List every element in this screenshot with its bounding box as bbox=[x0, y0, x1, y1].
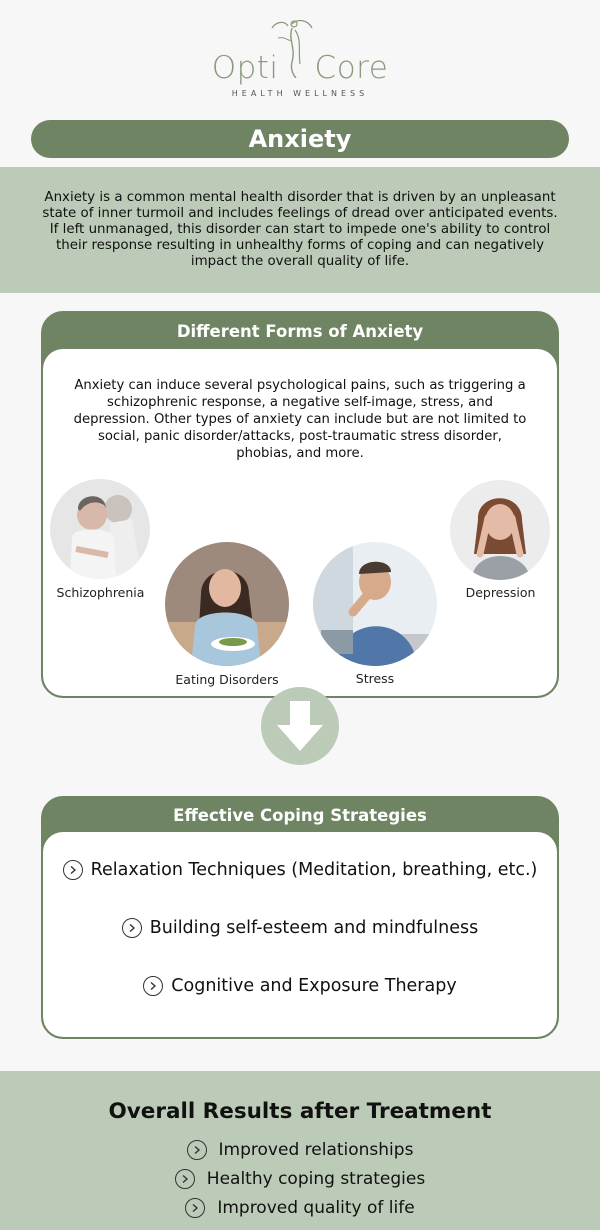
forms-card bbox=[41, 311, 559, 698]
eating-disorders-label: Eating Disorders bbox=[175, 672, 279, 687]
schizophrenia-label: Schizophrenia bbox=[56, 585, 145, 600]
intro-section bbox=[0, 167, 600, 293]
coping-item-label: Building self-esteem and mindfulness bbox=[149, 918, 479, 938]
brand-name-left: Opti bbox=[211, 50, 279, 86]
forms-text: Anxiety can induce several psychological pains, such as triggering a schizophrenic response, a negative self-image, stress, and depression. Other types of anxiety can include but are not limited to social, panic disorder/attacks, post-traumatic stress disorder, phobias, and more. bbox=[73, 378, 527, 461]
result-item-label: Improved relationships bbox=[218, 1140, 414, 1160]
results-section bbox=[0, 1071, 600, 1230]
chevron-right-circle-icon bbox=[122, 918, 142, 938]
coping-card-body bbox=[43, 832, 557, 1037]
result-item bbox=[0, 1169, 600, 1189]
chevron-right-circle-icon bbox=[63, 860, 83, 880]
brand-logo bbox=[0, 14, 600, 104]
result-item-label: Improved quality of life bbox=[217, 1198, 415, 1218]
forms-heading: Different Forms of Anxiety bbox=[176, 321, 424, 341]
result-item bbox=[0, 1198, 600, 1218]
depression-photo bbox=[450, 480, 550, 580]
results-heading: Overall Results after Treatment bbox=[108, 1099, 492, 1124]
depression-label: Depression bbox=[465, 585, 536, 600]
down-arrow-icon bbox=[261, 687, 339, 765]
result-item-label: Healthy coping strategies bbox=[206, 1169, 426, 1189]
coping-item bbox=[43, 918, 557, 938]
coping-item bbox=[43, 860, 557, 880]
chevron-right-circle-icon bbox=[185, 1198, 205, 1218]
coping-item bbox=[43, 976, 557, 996]
eating-disorders-photo bbox=[165, 542, 289, 666]
forms-card-body bbox=[43, 349, 557, 696]
intro-text: Anxiety is a common mental health disorder that is driven by an unpleasant state of inner turmoil and includes feelings of dread over anticipated events. If left unmanaged, this disorder can start to impede one's ability to control their response resulting in unhealthy forms of coping and can negatively impact the overall quality of life. bbox=[42, 190, 558, 269]
result-item bbox=[0, 1140, 600, 1160]
brand-tagline: HEALTH WELLNESS bbox=[231, 89, 369, 98]
stress-label: Stress bbox=[355, 671, 395, 686]
chevron-right-circle-icon bbox=[187, 1140, 207, 1160]
coping-item-label: Relaxation Techniques (Meditation, breathing, etc.) bbox=[90, 860, 538, 880]
chevron-right-circle-icon bbox=[175, 1169, 195, 1189]
brand-name-right: Core bbox=[314, 50, 389, 86]
page-title: Anxiety bbox=[248, 125, 352, 153]
schizophrenia-photo bbox=[50, 479, 150, 579]
coping-heading: Effective Coping Strategies bbox=[173, 805, 427, 825]
chevron-right-circle-icon bbox=[143, 976, 163, 996]
coping-item-label: Cognitive and Exposure Therapy bbox=[171, 976, 457, 996]
stress-photo bbox=[313, 542, 437, 666]
brand-wordmark bbox=[0, 50, 600, 86]
title-banner bbox=[31, 120, 569, 158]
coping-card bbox=[41, 796, 559, 1039]
